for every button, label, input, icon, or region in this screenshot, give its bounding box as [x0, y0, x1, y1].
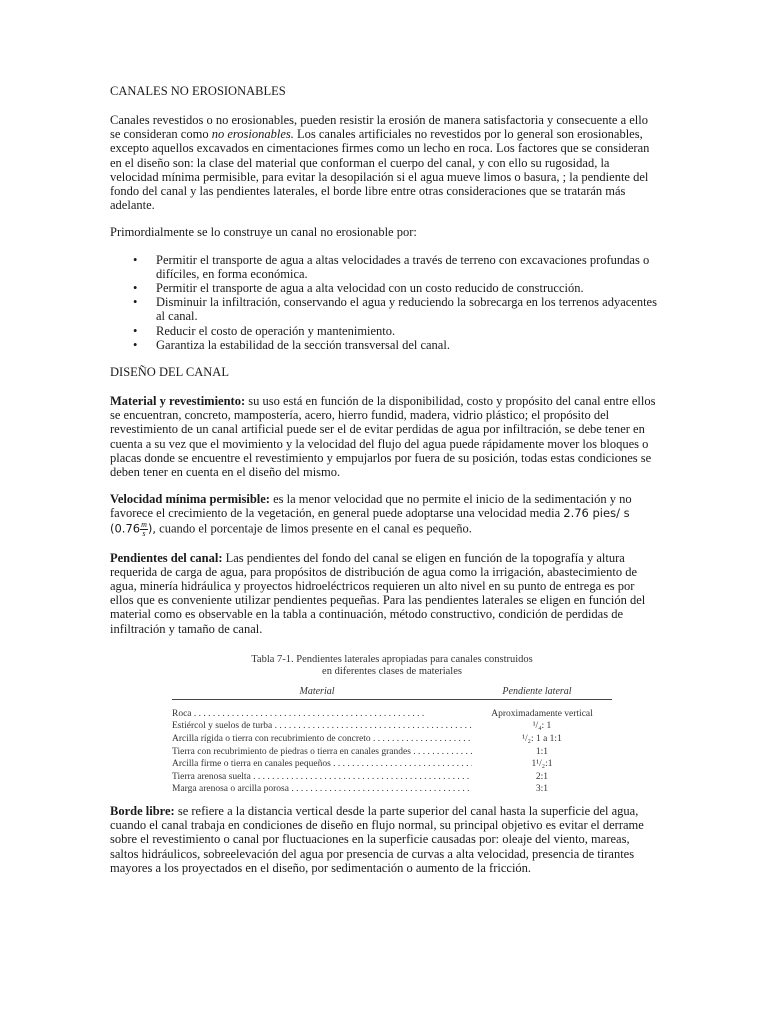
intro-paragraph	[110, 113, 658, 212]
table-row	[172, 746, 612, 759]
list-item	[133, 295, 658, 324]
heading-diseno-del-canal: DISEÑO DEL CANAL	[110, 365, 229, 380]
pendientes-label: Pendientes del canal:	[110, 550, 223, 565]
table-cell-material: Marga arenosa o arcilla porosa . . .	[172, 783, 472, 796]
bullet-icon: •	[133, 337, 138, 352]
table-divider	[172, 699, 612, 700]
table-header-pendiente: Pendiente lateral	[502, 685, 572, 697]
table-caption-line-2: en diferentes clases de materiales	[322, 665, 462, 677]
table-row	[172, 771, 612, 784]
list-item-text: Permitir el transporte de agua a altas velocidades a través de terreno con excavaciones profundas o difíciles, en forma económica.	[156, 252, 650, 281]
velocidad-paragraph	[110, 492, 658, 537]
material-paragraph	[110, 394, 658, 479]
material-text: su uso está en función de la disponibilidad, costo y propósito del canal entre ellos se encuentran, concreto, mampostería, acero, hierro fundid, madera, vidrio plástico; el propósito del revestimiento de un canal artificial puede ser el de evitar perdidas de agua por infiltración, se debe tener en cuenta a su vez que el movimiento y la velocidad del flujo del agua puede rápidamente mover los bloques o placas donde se encuentre el revestimiento y empujarlos por fuera de su posición, todas estas condiciones se deben tener en cuenta en el diseño del mismo.	[110, 394, 656, 480]
bullet-icon: •	[133, 281, 138, 296]
borde-text: se refiere a la distancia vertical desde la parte superior del canal hasta la superficie del agua, cuando el canal trabaja en condiciones de diseño en flujo normal, su principal objetivo es evitar el derrame sobre el revestimiento o canal por fluctuaciones en la superficie causadas por: oleaje del viento, mareas, saltos hidráulicos, sobreelevación del agua por presencia de curvas a alta velocidad, presencia de tirantes mayores a los proyectados en el diseño, por sedimentación o aumento de la fricción.	[110, 803, 644, 875]
table-cell-value: 2:1	[535, 771, 549, 782]
bullet-icon: •	[133, 295, 138, 310]
slopes-table-image	[172, 653, 612, 795]
velocidad-text-1: es la menor velocidad que no permite el inicio de la sedimentación y no favorece el crecimiento de la vegetación, en general puede adoptarse una velocidad media	[110, 492, 632, 521]
list-item	[133, 252, 658, 281]
table-cell-value: ¹/₄: 1	[532, 721, 552, 732]
velocidad-math-close: ),	[147, 521, 157, 536]
pendientes-paragraph	[110, 551, 658, 636]
table-cell-material: Arcilla rígida o tierra con recubrimiento de concreto . . .	[172, 733, 472, 746]
table-row	[172, 720, 612, 733]
pendientes-text: Las pendientes del fondo del canal se eligen en función de la topografía y altura requerida de carga de agua, para propósitos de distribución de agua como la irrigación, abastecimiento de agua, minería hidráulica y proyectos hidroeléctricos requieren un alto nivel en su punto de entrega es por ellos que es conveniente utilizar pendientes pequeñas. Para las pendientes laterales se eligen en función del material como es observable en la tabla a continuación, método constructivo, condición de perdidas de infiltración y tamaño de canal.	[110, 550, 646, 636]
list-item-text: Permitir el transporte de agua a alta velocidad con un costo reducido de construcción.	[156, 281, 584, 296]
table-cell-value: 3:1	[535, 784, 549, 795]
table-header	[172, 686, 612, 697]
table-cell-material: Arcilla firme o tierra en canales pequeños . . .	[172, 758, 472, 771]
bullet-icon: •	[133, 252, 138, 267]
list-item-text: Garantiza la estabilidad de la sección transversal del canal.	[156, 337, 450, 352]
table-cell-material: Tierra con recubrimiento de piedras o tierra en canales grandes . . .	[172, 746, 472, 759]
intro-text-1: Canales revestidos o no erosionables, pueden resistir la erosión de manera satisfactoria y consecuente a ello se consideran como	[110, 113, 649, 142]
reasons-list	[110, 253, 658, 352]
velocidad-math-value: 2.76 pies/ s (0.76	[110, 506, 630, 536]
velocidad-text-2: cuando el porcentaje de limos presente en el canal es pequeño.	[156, 521, 472, 536]
list-item	[133, 281, 658, 296]
table-row	[172, 783, 612, 796]
table-cell-value: 1¹/₂:1	[531, 759, 553, 770]
material-label: Material y revestimiento:	[110, 394, 246, 409]
table-caption	[172, 654, 612, 678]
reasons-intro: Primordialmente se lo construye un canal no erosionable por:	[110, 225, 417, 240]
borde-label: Borde libre:	[110, 803, 175, 818]
table-cell-value: ¹/₂: 1 a 1:1	[522, 734, 562, 745]
list-item	[133, 337, 658, 352]
table-row	[172, 708, 612, 721]
table-caption-line-1: Tabla 7-1. Pendientes laterales apropiadas para canales construidos	[251, 653, 533, 665]
bullet-icon: •	[133, 323, 138, 338]
table-row	[172, 758, 612, 771]
heading-canales-no-erosionables: CANALES NO EROSIONABLES	[110, 84, 286, 98]
table-header-material: Material	[299, 685, 335, 697]
table-cell-material: Estiércol y suelos de turba . . .	[172, 720, 472, 733]
fraction-numerator: m	[141, 519, 147, 529]
velocidad-label: Velocidad mínima permisible:	[110, 492, 270, 507]
table-cell-value: 1:1	[535, 746, 549, 757]
list-item	[133, 323, 658, 338]
table-cell-value: Aproximadamente vertical	[491, 708, 593, 719]
list-item-text: Disminuir la infiltración, conservando el agua y reduciendo la sobrecarga en los terrenos adyacentes al canal.	[156, 295, 657, 324]
list-item-text: Reducir el costo de operación y mantenimiento.	[156, 323, 396, 338]
borde-paragraph	[110, 804, 658, 875]
table-row	[172, 733, 612, 746]
table-cell-material: Roca . . .	[172, 708, 472, 721]
intro-text-2: Los canales artificiales no revestidos por lo general son erosionables, excepto aquellos excavados en cimentaciones firmes como un lecho en roca. Los factores que se consideran en el diseño son: la clase del material que conforman el cuerpo del canal, y con ello su rugosidad, la velocidad mínima permisible, para evitar la desopilación si el agua mueve limos o basura, ; la pendiente del fondo del canal y las pendientes laterales, el borde libre entre otras consideraciones que se tratarán más adelante.	[110, 127, 650, 213]
intro-italic: no erosionables.	[211, 127, 294, 142]
table-cell-material: Tierra arenosa suelta . . .	[172, 771, 472, 784]
fraction-denominator: s	[142, 528, 146, 538]
velocidad-fraction	[140, 521, 148, 538]
